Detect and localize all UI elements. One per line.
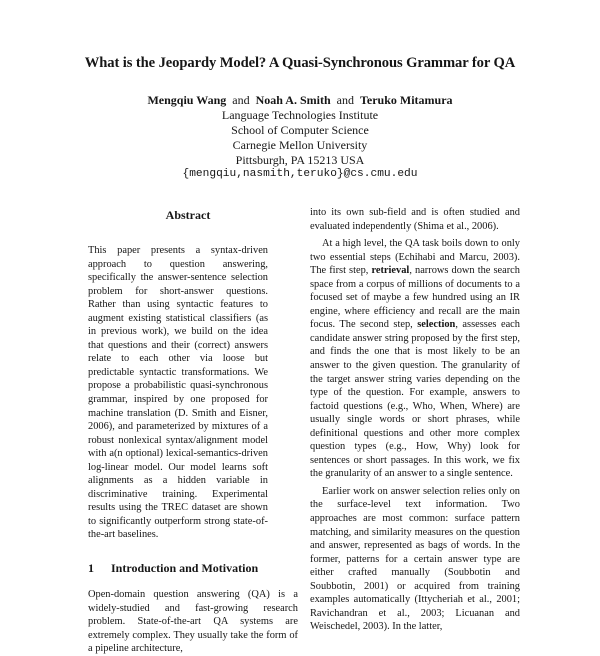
author-line: [0, 93, 600, 108]
email-address: {mengqiu,nasmith,teruko}@cs.cmu.edu: [182, 168, 418, 180]
right-column: [310, 206, 526, 634]
paragraph: into its own sub-field and is often studied and evaluated independently (Shima et al., 2006).: [310, 207, 520, 232]
section-title: Introduction and Motivation: [111, 561, 259, 576]
abstract-body: [88, 244, 268, 542]
author-name: Teruko Mitamura: [359, 93, 453, 107]
author-separator: and: [336, 93, 354, 107]
affiliation-line: Language Technologies Institute: [221, 108, 379, 122]
affiliation-line: School of Computer Science: [231, 123, 369, 137]
section-number: 1: [88, 561, 94, 576]
author-name: Noah A. Smith: [255, 93, 331, 107]
column-body: [310, 206, 520, 634]
emphasized-term: retrieval: [371, 265, 410, 277]
abstract-heading: Abstract: [165, 208, 211, 222]
paper-title: What is the Jeopardy Model? A Quasi-Synchronous Grammar for QA: [84, 55, 516, 71]
left-column: [88, 206, 298, 656]
paragraph: At a high level, the QA task boils down to only two essential steps (Echihabi and Marcu, 2003). The first step, retrieval, narrows down the search space from a corpus of millions of documents to a focused set of maybe a few hundred using an IR engine, where efficiency and recall are the main focus. The second step, selection, assesses each candidate answer string proposed by the first step, and finds the one that is most likely to be an answer to the given question. The granularity of the target answer string varies depending on the type of the question. For example, answers to factoid questions (e.g., Who, When, Where) are usually single words or short phrases, while definitional questions and other more complex question types (e.g., How, Why) look for sentences or short passages. In this work, we fix the granularity of an answer to a single sentence.: [310, 238, 520, 480]
author-separator: and: [232, 93, 250, 107]
emphasized-term: selection: [417, 319, 456, 331]
affiliation-line: Carnegie Mellon University: [232, 138, 368, 152]
abstract-text: This paper presents a syntax-driven approach to question answering, specifically the answer-sentence selection problem for short-answer questions. Rather than using syntactic features to augment existing statistical classifiers (as in previous work), we build on the idea that questions and their (correct) answers relate to each other via loose but predictable syntactic transformations. We propose a probabilistic quasi-synchronous grammar, inspired by one proposed for machine translation (D. Smith and Eisner, 2006), and parameterized by mixtures of a robust nonlexical syntax/alignment model with a(n optional) lexical-semantics-driven log-linear model. Our model learns soft alignments as a hidden variable in discriminative training. Experimental results using the TREC dataset are shown to significantly outperform strong state-of-the-art baselines.: [88, 245, 268, 541]
section-body: [88, 588, 298, 656]
author-name: Mengqiu Wang: [147, 93, 227, 107]
paragraph: Open-domain question answering (QA) is a widely-studied and fast-growing research problem. State-of-the-art QA systems are extremely complex. They usually take the form of a pipeline architecture,: [88, 589, 298, 655]
affiliation-line: Pittsburgh, PA 15213 USA: [235, 153, 365, 167]
paragraph: Earlier work on answer selection relies only on the surface-level text information. Two approaches are most common: surface pattern matching, and similarity measures on the question and answer, represented as bags of words. In the former, patterns for a certain answer type are either crafted manually (Soubbotin and Soubbotin, 2001) or acquired from training examples automatically (Ittycheriah et al., 2001; Ravichandran et al., 2003; Licuanan and Weischedel, 2003). In the latter,: [310, 485, 520, 633]
section-heading: [88, 561, 288, 576]
